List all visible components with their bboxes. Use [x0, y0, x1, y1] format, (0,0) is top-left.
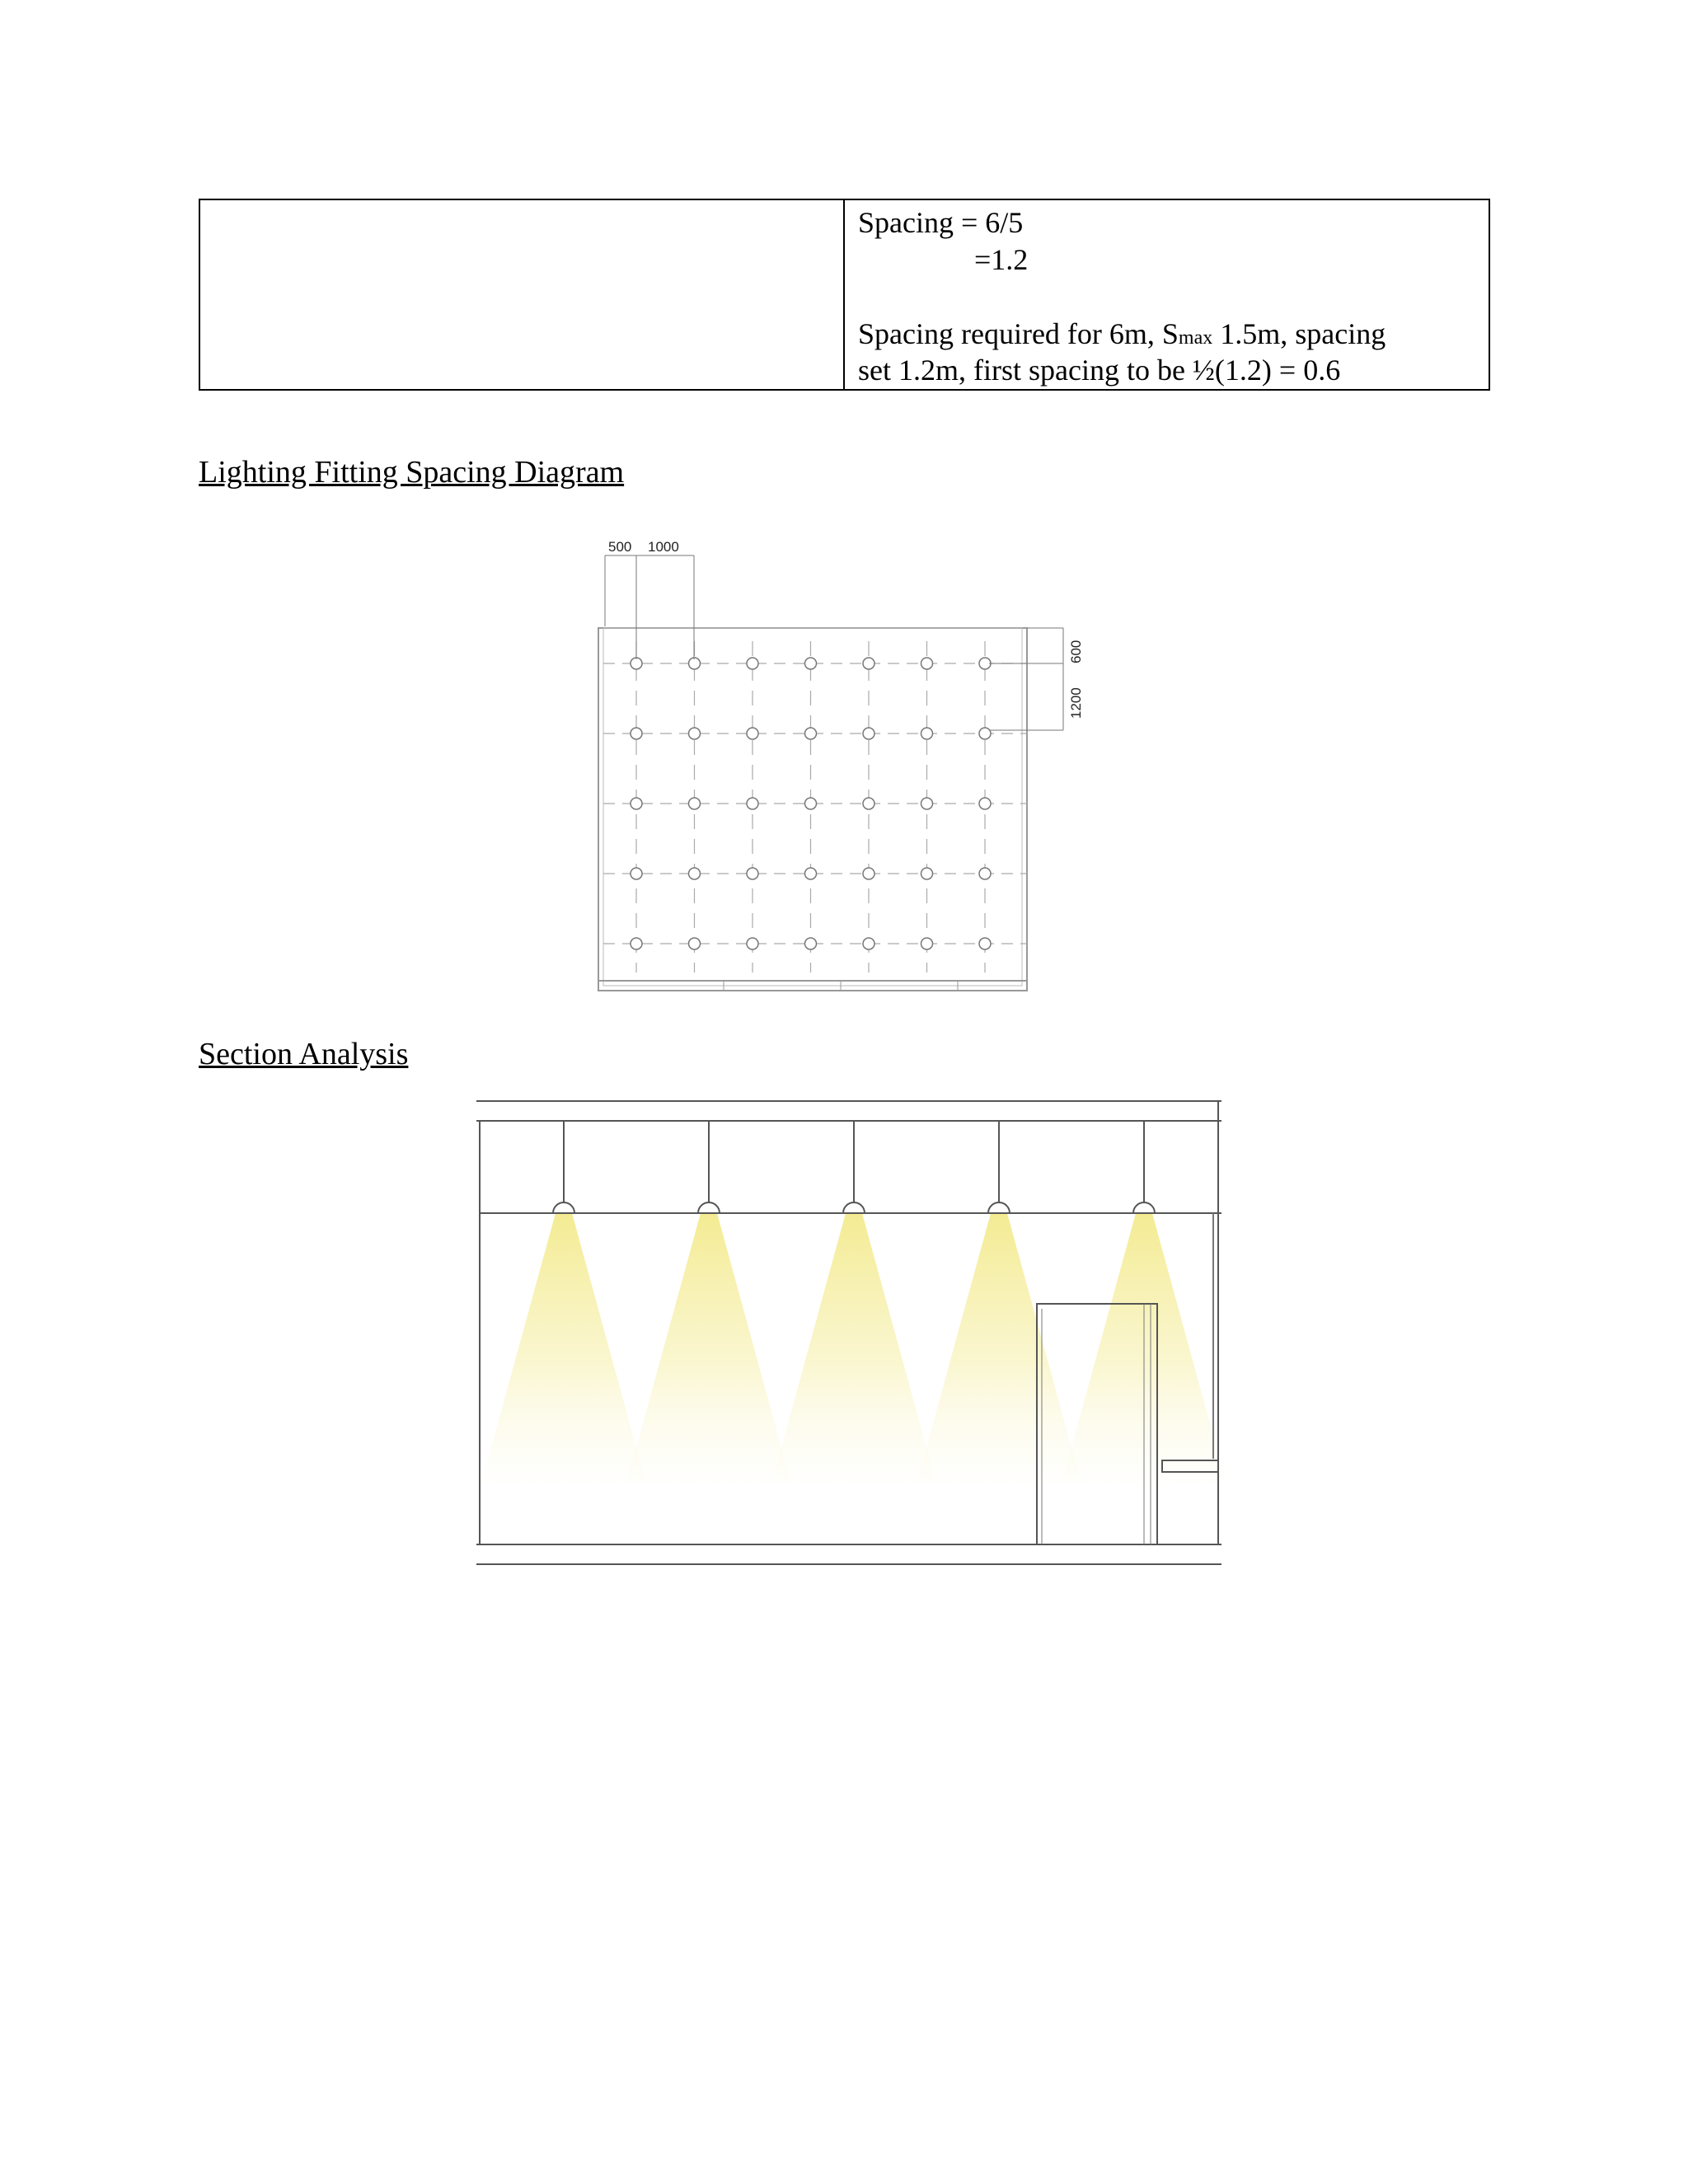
light-beam	[481, 1213, 646, 1483]
light-fitting-icon	[863, 658, 874, 669]
light-fitting-icon	[921, 728, 933, 739]
spacing-result: =1.2	[974, 243, 1029, 276]
luminaire-icon	[988, 1202, 1010, 1213]
light-fitting-icon	[805, 728, 817, 739]
table-left-cell	[200, 200, 845, 389]
table-right-cell	[845, 200, 1489, 389]
light-fitting-icon	[921, 868, 933, 879]
dim-label-500: 500	[608, 539, 632, 555]
light-fitting-icon	[921, 938, 933, 949]
light-fitting-icon	[979, 658, 991, 669]
light-beam	[917, 1213, 1081, 1483]
luminaire-icon	[698, 1202, 720, 1213]
light-fitting-icon	[805, 938, 817, 949]
light-fitting-icon	[747, 728, 758, 739]
light-fitting-icon	[689, 728, 701, 739]
light-fitting-icon	[863, 938, 874, 949]
light-fitting-icon	[631, 798, 642, 809]
dim-label-600: 600	[1068, 640, 1084, 663]
section-analysis-drawing	[470, 1096, 1228, 1574]
light-fitting-icon	[979, 938, 991, 949]
dim-label-1000: 1000	[648, 539, 679, 555]
light-fitting-icon	[747, 798, 758, 809]
light-fitting-icon	[631, 728, 642, 739]
light-fitting-icon	[689, 798, 701, 809]
spacing-diagram-heading: Lighting Fitting Spacing Diagram	[199, 455, 625, 490]
light-fitting-icon	[805, 658, 817, 669]
light-fitting-icon	[979, 868, 991, 879]
dim-label-1200: 1200	[1068, 687, 1084, 719]
light-fitting-icon	[631, 658, 642, 669]
light-fitting-icon	[689, 658, 701, 669]
spacing-requirement: Spacing required for 6m, Smax 1.5m, spacing	[858, 317, 1386, 350]
spacing-formula: Spacing = 6/5	[858, 206, 1024, 239]
light-fitting-icon	[805, 798, 817, 809]
light-beam	[771, 1213, 936, 1483]
plan-light-grid	[603, 641, 1027, 972]
luminaire-icon	[843, 1202, 865, 1213]
light-fitting-icon	[747, 658, 758, 669]
light-fitting-icon	[747, 938, 758, 949]
light-fitting-icon	[921, 658, 933, 669]
light-fitting-icon	[689, 938, 701, 949]
light-fitting-icon	[689, 868, 701, 879]
light-beams	[481, 1213, 1226, 1483]
light-beam	[626, 1213, 791, 1483]
lighting-plan-diagram	[593, 536, 1088, 997]
light-fitting-icon	[747, 868, 758, 879]
light-fitting-icon	[863, 868, 874, 879]
luminaires	[553, 1121, 1155, 1213]
light-fitting-icon	[863, 798, 874, 809]
luminaire-icon	[1133, 1202, 1155, 1213]
light-fitting-icon	[921, 798, 933, 809]
subscript-max: max	[1178, 327, 1213, 349]
light-fitting-icon	[979, 728, 991, 739]
light-fitting-icon	[863, 728, 874, 739]
light-fitting-icon	[805, 868, 817, 879]
calculation-table	[199, 199, 1490, 391]
luminaire-icon	[553, 1202, 574, 1213]
section-analysis-heading: Section Analysis	[199, 1037, 409, 1071]
light-fitting-icon	[631, 868, 642, 879]
light-fitting-icon	[631, 938, 642, 949]
light-fitting-icon	[979, 798, 991, 809]
first-spacing: set 1.2m, first spacing to be ½(1.2) = 0.6	[858, 354, 1341, 387]
